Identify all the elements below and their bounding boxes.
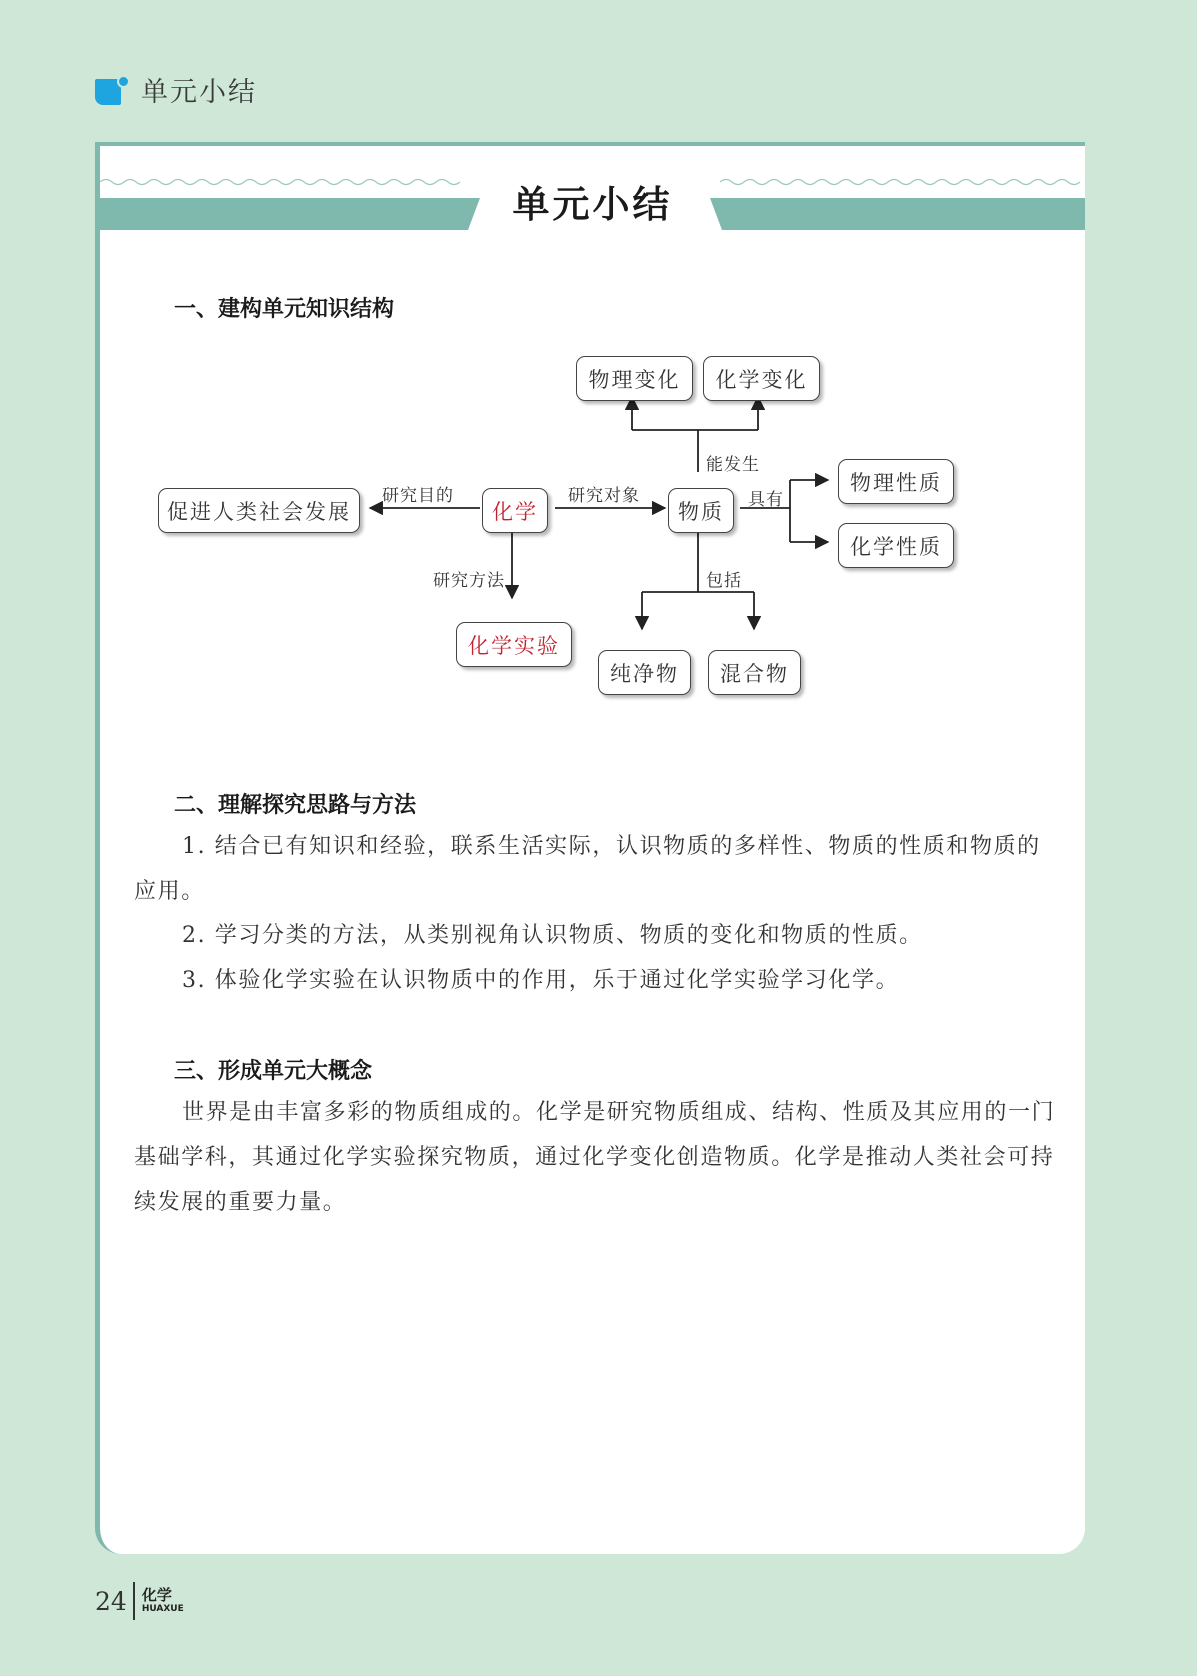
edge-label-method: 研究方法: [433, 571, 505, 591]
footer-subject-cn: 化学: [141, 1586, 172, 1604]
node-physical-change: 物理变化: [576, 356, 693, 401]
summary-card: [95, 142, 1085, 1554]
node-society: 促进人类社会发展: [158, 488, 360, 533]
node-pure-substance: 纯净物: [598, 650, 691, 695]
section-heading-structure: 一、建构单元知识结构: [174, 297, 395, 322]
card-title: 单元小结: [512, 183, 673, 226]
edge-label-can-undergo: 能发生: [706, 455, 760, 475]
footer-subject: [142, 1588, 184, 1614]
node-mixture: 混合物: [708, 650, 801, 695]
node-substance: 物质: [668, 488, 734, 533]
edge-label-has: 具有: [748, 490, 784, 510]
edge-label-includes: 包括: [706, 571, 742, 591]
node-chemical-change: 化学变化: [703, 356, 820, 401]
section-heading-methods: 二、理解探究思路与方法: [174, 793, 417, 818]
node-chemistry: 化学: [482, 488, 548, 533]
node-chemistry-experiment: 化学实验: [456, 622, 572, 667]
page-footer: [95, 1582, 184, 1620]
chapter-tag-label: 单元小结: [141, 77, 257, 108]
page-number: 24: [95, 1586, 127, 1616]
edge-label-object: 研究对象: [568, 486, 640, 506]
section-heading-big-concept: 三、形成单元大概念: [174, 1059, 373, 1084]
node-physical-property: 物理性质: [838, 459, 954, 504]
method-item-1: 1. 结合已有知识和经验，联系生活实际，认识物质的多样性、物质的性质和物质的应用。: [134, 834, 1041, 904]
big-concept-text: 世界是由丰富多彩的物质组成的。化学是研究物质组成、结构、性质及其应用的一门基础学科，其通过化学实验探究物质，通过化学变化创造物质。化学是推动人类社会可持续发展的重要力量。: [134, 1100, 1056, 1215]
node-chemical-property: 化学性质: [838, 523, 954, 568]
method-item-3: 3. 体验化学实验在认识物质中的作用，乐于通过化学实验学习化学。: [182, 968, 900, 993]
tag-icon: [95, 75, 125, 105]
edge-label-purpose: 研究目的: [382, 486, 454, 506]
chapter-tag: [95, 70, 257, 109]
footer-subject-pinyin: HUAXUE: [141, 1604, 184, 1614]
method-item-2: 2. 学习分类的方法，从类别视角认识物质、物质的变化和物质的性质。: [182, 923, 923, 948]
footer-divider: [133, 1582, 135, 1620]
